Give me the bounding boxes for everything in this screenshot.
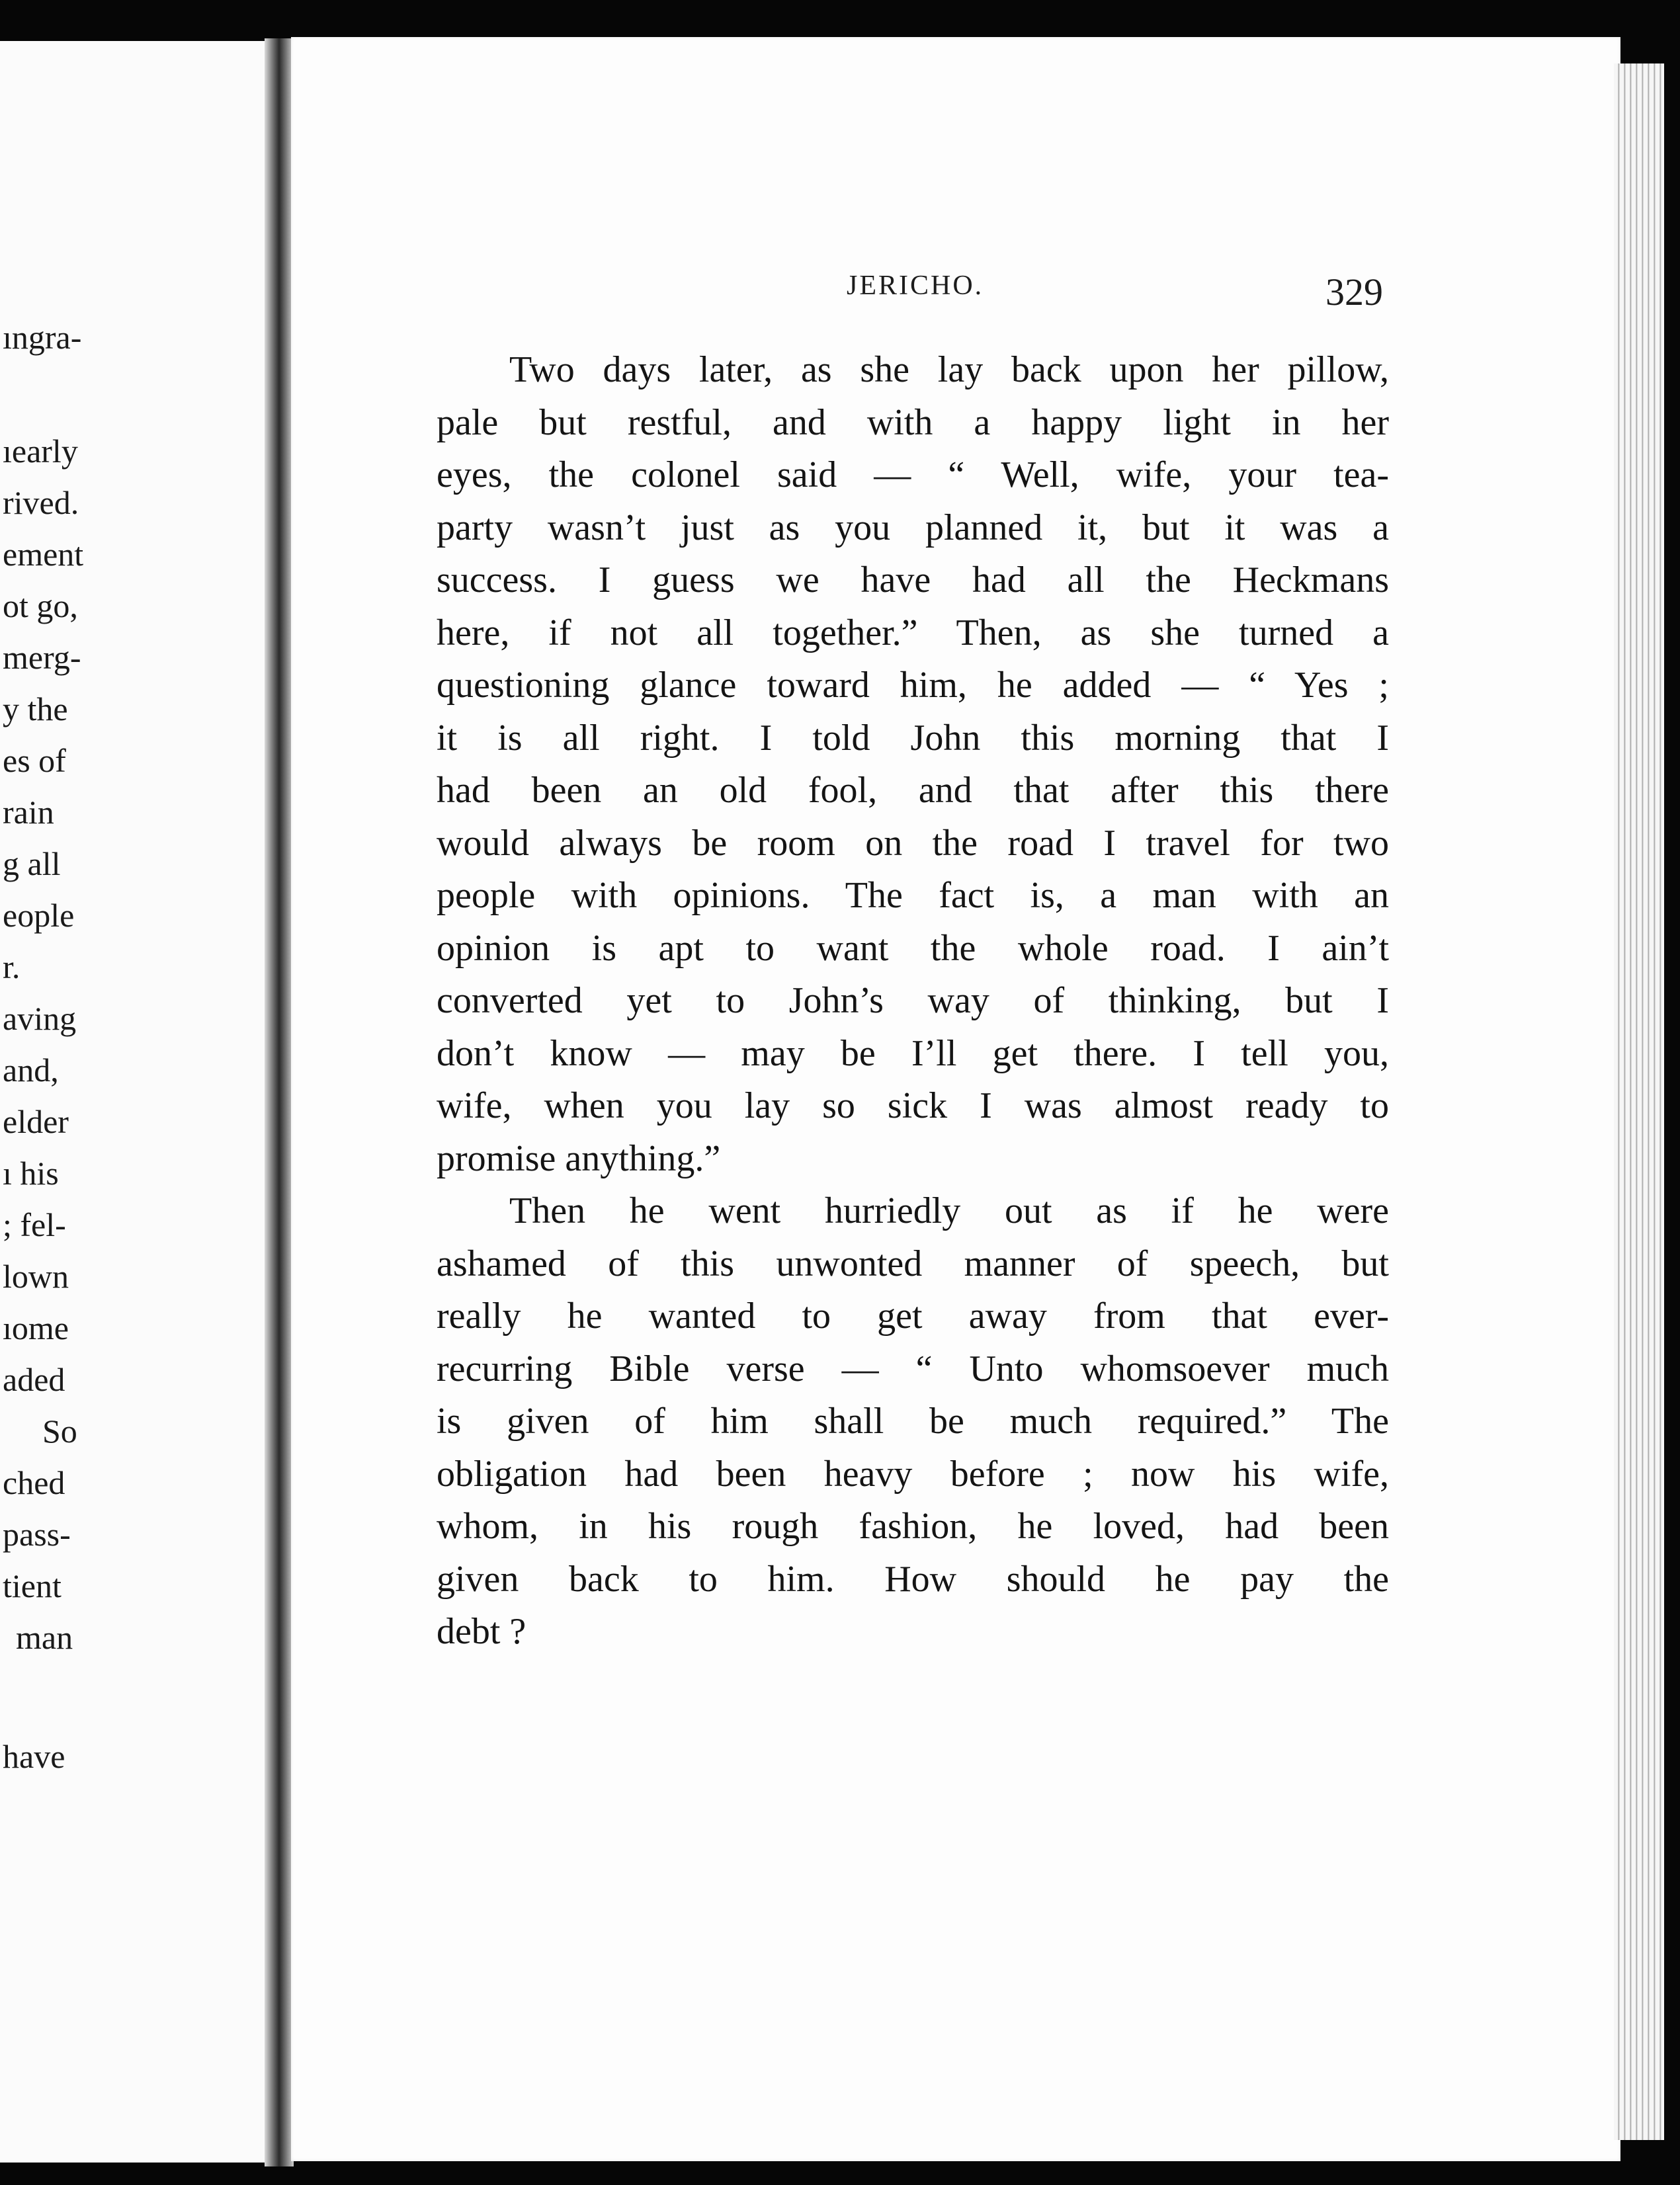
running-title: JERICHO. — [847, 270, 984, 301]
previous-page-line-fragment: eople — [3, 897, 75, 934]
previous-page-line-fragment: ; fel- — [3, 1206, 66, 1243]
paragraph-2 — [437, 1185, 1389, 1659]
previous-page-fragment — [0, 41, 270, 2163]
previous-page-line-fragment: aving — [3, 1000, 77, 1037]
text-line: promise anything.” — [437, 1137, 721, 1179]
page-edges — [1614, 63, 1664, 2140]
previous-page-line-fragment: aded — [3, 1361, 65, 1398]
text-line: Then he went hurriedly out as if he were — [509, 1190, 1389, 1231]
text-line: obligation had been heavy before ; now his wife, — [437, 1453, 1389, 1495]
previous-page-line-fragment: ement — [3, 536, 84, 573]
page-number: 329 — [1325, 270, 1383, 313]
text-line: debt ? — [437, 1611, 526, 1652]
text-line: here, if not all together.” Then, as she turned a — [437, 612, 1389, 653]
previous-page-line-fragment: g all — [3, 845, 61, 882]
previous-page-line-fragment: pass- — [3, 1516, 71, 1553]
text-line: is given of him shall be much required.” The — [437, 1401, 1389, 1442]
previous-page-line-fragment: man — [16, 1619, 73, 1656]
text-line: don’t know — may be I’ll get there. I tell you, — [437, 1032, 1389, 1074]
previous-page-line-fragment: rain — [3, 794, 54, 831]
text-line: opinion is apt to want the whole road. I ain’t — [437, 927, 1389, 969]
text-line: given back to him. How should he pay the — [437, 1558, 1389, 1600]
text-line: wife, when you lay so sick I was almost ready to — [437, 1085, 1389, 1126]
text-line: eyes, the colonel said — “ Well, wife, your tea- — [437, 454, 1389, 495]
previous-page-line-fragment: lown — [3, 1258, 69, 1295]
previous-page-line-fragment: So — [42, 1413, 77, 1450]
body-text — [437, 344, 1389, 1659]
text-line: ashamed of this unwonted manner of speech, but — [437, 1243, 1389, 1284]
previous-page-line-fragment: ched — [3, 1464, 65, 1501]
previous-page-line-fragment: rived. — [3, 484, 79, 521]
previous-page-line-fragment: have — [3, 1738, 65, 1775]
text-line: recurring Bible verse — “ Unto whomsoever much — [437, 1348, 1389, 1389]
text-line: Two days later, as she lay back upon her pillow, — [509, 349, 1389, 390]
text-line: pale but restful, and with a happy light in her — [437, 401, 1389, 443]
text-line: converted yet to John’s way of thinking, but I — [437, 980, 1389, 1021]
previous-page-line-fragment: ıome — [3, 1309, 69, 1346]
previous-page-line-fragment: tient — [3, 1567, 62, 1604]
previous-page-line-fragment: r. — [3, 948, 21, 985]
previous-page-line-fragment: and, — [3, 1051, 59, 1089]
previous-page-line-fragment: elder — [3, 1103, 69, 1140]
text-line: had been an old fool, and that after this there — [437, 770, 1389, 811]
previous-page-line-fragment: ı his — [3, 1155, 59, 1192]
paragraph-1 — [437, 344, 1389, 1185]
previous-page-line-fragment: y the — [3, 690, 68, 727]
previous-page-line-fragment: merg- — [3, 639, 81, 676]
text-line: it is all right. I told John this morning that I — [437, 717, 1389, 759]
text-line: people with opinions. The fact is, a man with an — [437, 875, 1389, 916]
text-line: really he wanted to get away from that ever- — [437, 1296, 1389, 1337]
text-line: questioning glance toward him, he added — “ Yes ; — [437, 665, 1389, 706]
text-line: would always be room on the road I travel for two — [437, 822, 1389, 864]
previous-page-line-fragment: es of — [3, 742, 66, 779]
text-line: success. I guess we have had all the Heckmans — [437, 559, 1389, 600]
previous-page-line-fragment: ıngra- — [3, 319, 82, 356]
text-line: whom, in his rough fashion, he loved, had been — [437, 1506, 1389, 1547]
book-gutter — [265, 38, 294, 2166]
previous-page-line-fragment: ot go, — [3, 587, 78, 624]
previous-page-line-fragment: ıearly — [3, 433, 78, 470]
text-line: party wasn’t just as you planned it, but it was a — [437, 507, 1389, 548]
